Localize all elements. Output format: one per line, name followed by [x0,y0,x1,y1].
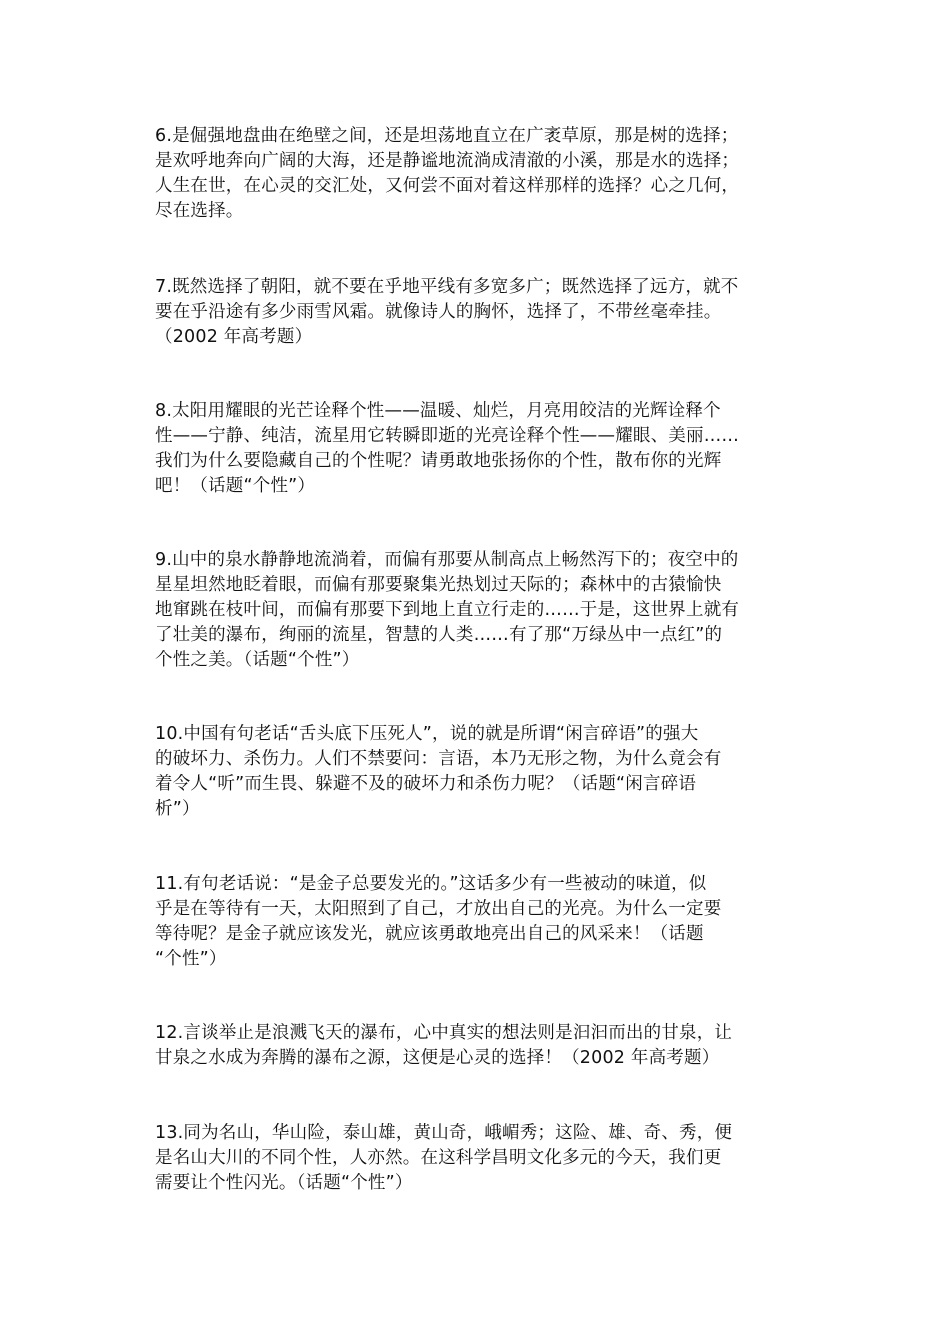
paragraph-13 [155,1121,800,1196]
text-line: 6.是倔强地盘曲在绝壁之间，还是坦荡地直立在广袤草原，那是树的选择； [155,126,739,146]
text-line: 需要让个性闪光。（话题“个性”） [155,1173,413,1193]
text-line: 吧！（话题“个性”） [155,476,316,496]
text-line: 地窜跳在枝叶间，而偏有那要下到地上直立行走的……于是，这世界上就有 [155,600,740,620]
text-line: 11.有句老话说：“是金子总要发光的。”这话多少有一些被动的味道，似 [155,874,707,894]
text-line: 12.言谈举止是浪溅飞天的瀑布，心中真实的想法则是汩汩而出的甘泉，让 [155,1023,733,1043]
text-line: 析”） [155,799,200,819]
paragraph-8 [155,399,800,499]
text-line: 性——宁静、纯洁，流星用它转瞬即逝的光亮诠释个性——耀眼、美丽…… [155,426,740,446]
text-line: 等待呢？是金子就应该发光，就应该勇敢地亮出自己的风采来！（话题 [155,924,704,944]
text-line: 7.既然选择了朝阳，就不要在乎地平线有多宽多广；既然选择了远方，就不 [155,277,739,297]
text-line: 是欢呼地奔向广阔的大海，还是静谧地流淌成清澈的小溪，那是水的选择； [155,151,740,171]
paragraph-7 [155,275,800,350]
text-line: 是名山大川的不同个性，人亦然。在这科学昌明文化多元的今天，我们更 [155,1148,722,1168]
text-line: 星星坦然地眨着眼，而偏有那要聚集光热划过天际的；森林中的古猿愉快 [155,575,722,595]
text-line: 个性之美。（话题“个性”） [155,650,360,670]
text-line: 10.中国有句老话“舌头底下压死人”，说的就是所谓“闲言碎语”的强大 [155,724,699,744]
text-line: 9.山中的泉水静静地流淌着，而偏有那要从制高点上畅然泻下的；夜空中的 [155,550,739,570]
text-line: 要在乎沿途有多少雨雪风霜。就像诗人的胸怀，选择了，不带丝毫牵挂。 [155,302,722,322]
text-line: “个性”） [155,949,227,969]
paragraph-9 [155,548,800,673]
text-line: 着令人“听”而生畏、躲避不及的破坏力和杀伤力呢？（话题“闲言碎语 [155,774,697,794]
text-line: （2002 年高考题） [155,327,313,347]
text-line: 人生在世，在心灵的交汇处，又何尝不面对着这样那样的选择？心之几何， [155,176,740,196]
text-line: 13.同为名山，华山险，泰山雄，黄山奇，峨嵋秀；这险、雄、奇、秀，便 [155,1123,733,1143]
paragraph-10 [155,722,800,822]
text-line: 乎是在等待有一天，太阳照到了自己，才放出自己的光亮。为什么一定要 [155,899,722,919]
text-line: 8.太阳用耀眼的光芒诠释个性——温暖、灿烂，月亮用皎洁的光辉诠释个 [155,401,721,421]
paragraph-11 [155,872,800,972]
text-line: 了壮美的瀑布，绚丽的流星，智慧的人类……有了那“万绿丛中一点红”的 [155,625,723,645]
text-line: 的破坏力、杀伤力。人们不禁要问：言语，本乃无形之物，为什么竟会有 [155,749,722,769]
text-line: 我们为什么要隐藏自己的个性呢？请勇敢地张扬你的个性，散布你的光辉 [155,451,722,471]
text-line: 尽在选择。 [155,201,244,221]
paragraph-12 [155,1021,800,1071]
text-line: 甘泉之水成为奔腾的瀑布之源，这便是心灵的选择！（2002 年高考题） [155,1048,720,1068]
paragraph-6 [155,124,800,224]
